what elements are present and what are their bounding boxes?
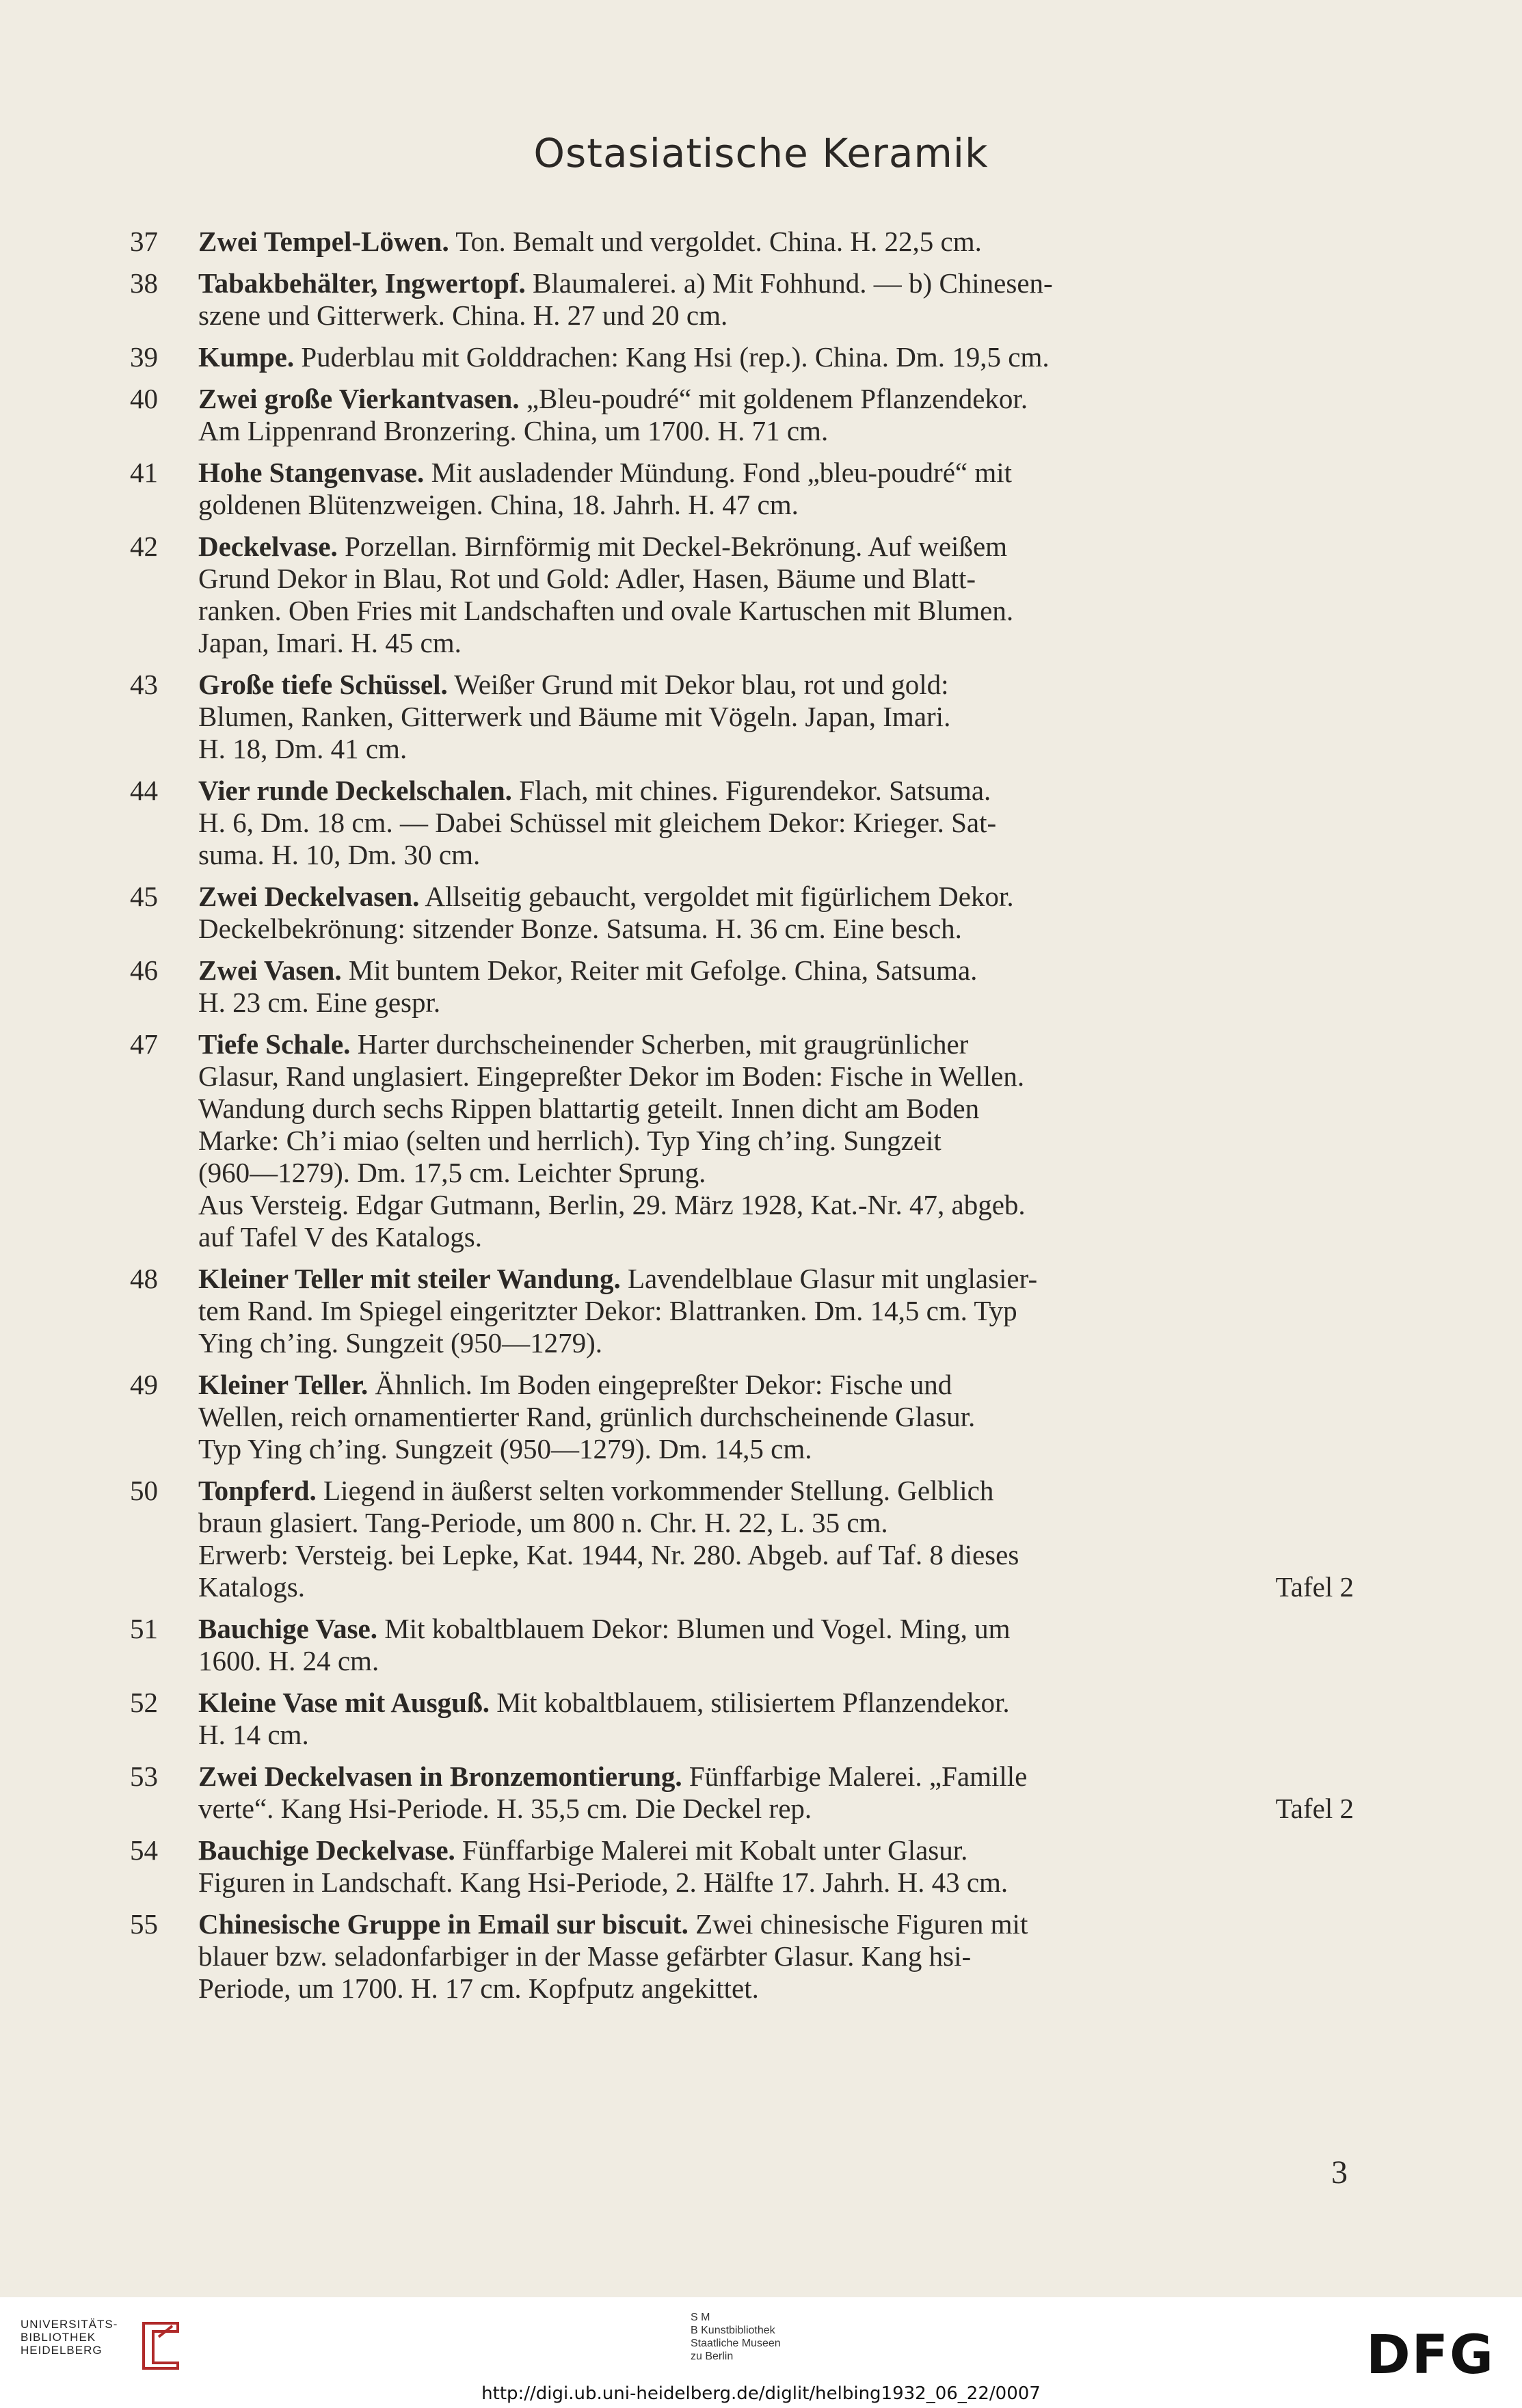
- entry-line-text: „Bleu-poudré“ mit goldenem Pflanzendekor.: [519, 383, 1028, 414]
- entry-line: [198, 489, 1354, 521]
- entry-heading: Hohe Stangenvase.: [198, 457, 425, 488]
- entry-line: [198, 1028, 1354, 1060]
- entry-text: [198, 1834, 1354, 1899]
- entry-line-text: Porzellan. Birnförmig mit Deckel-Bekrönung. Auf weißem: [337, 531, 1008, 562]
- catalog-entry: [130, 341, 1354, 373]
- entry-line-text: blauer bzw. seladonfarbiger in der Masse gefärbter Glasur. Kang hsi-: [198, 1940, 972, 1972]
- entry-line-text: auf Tafel V des Katalogs.: [198, 1221, 483, 1253]
- entry-heading: Tabakbehälter, Ingwertopf.: [198, 267, 526, 299]
- catalog-entry: [130, 881, 1354, 945]
- entry-line-text: Ton. Bemalt und vergoldet. China. H. 22,5 cm.: [449, 226, 982, 257]
- entry-number: 52: [130, 1687, 158, 1718]
- entry-text: [198, 1687, 1354, 1751]
- entry-line: [198, 1972, 1354, 2005]
- entry-line: [198, 627, 1354, 659]
- entry-line: [198, 775, 1354, 807]
- entry-number: 37: [130, 226, 158, 257]
- catalog-entry: [130, 1263, 1354, 1359]
- entry-line: [198, 1645, 1354, 1677]
- entry-line-text: Flach, mit chines. Figurendekor. Satsuma.: [511, 775, 991, 806]
- entry-text: [198, 775, 1354, 871]
- entry-line-text: braun glasiert. Tang-Periode, um 800 n. Chr. H. 22, L. 35 cm.: [198, 1507, 888, 1538]
- entry-line-text: Mit kobaltblauem Dekor: Blumen und Vogel. Ming, um: [377, 1613, 1011, 1644]
- stamp-line: Staatliche Museen: [691, 2338, 781, 2349]
- entry-line-text: Deckelbekrönung: sitzender Bonze. Satsuma. H. 36 cm. Eine besch.: [198, 913, 962, 944]
- catalog-entry: [130, 267, 1354, 332]
- stamp-line: B Kunstbibliothek: [691, 2325, 775, 2336]
- entry-line-text: Zwei chinesische Figuren mit: [688, 1908, 1028, 1940]
- entry-number: 54: [130, 1834, 158, 1866]
- entry-line: [198, 954, 1354, 987]
- entry-heading: Bauchige Deckelvase.: [198, 1834, 455, 1866]
- entry-line-text: Lavendelblaue Glasur mit unglasier-: [620, 1263, 1038, 1294]
- entry-line: [198, 1157, 1354, 1189]
- entry-heading: Zwei Vasen.: [198, 954, 342, 986]
- entry-line-text: Harter durchscheinender Scherben, mit graugrünlicher: [350, 1028, 969, 1060]
- entry-text: [198, 1028, 1354, 1253]
- catalog-entry: [130, 457, 1354, 521]
- page-title: Ostasiatische Keramik: [533, 130, 989, 176]
- entry-line: [198, 1793, 1354, 1825]
- entry-line-text: Fünffarbige Malerei mit Kobalt unter Glasur.: [455, 1834, 968, 1866]
- plate-reference: Tafel 2: [1275, 1793, 1354, 1824]
- entry-line: [198, 1093, 1354, 1125]
- entry-line: [198, 299, 1354, 332]
- entry-line: [198, 1719, 1354, 1751]
- entry-line: [198, 1613, 1354, 1645]
- entry-text: [198, 881, 1354, 945]
- entry-line: [198, 1401, 1354, 1433]
- entry-line: [198, 1834, 1354, 1867]
- catalog-entry: [130, 775, 1354, 871]
- entry-line: [198, 669, 1354, 701]
- entry-line: [198, 1507, 1354, 1539]
- footer-bar: [0, 2297, 1522, 2408]
- entry-line-text: Katalogs.: [198, 1571, 305, 1603]
- entry-line: [198, 1125, 1354, 1157]
- entry-line: [198, 1539, 1354, 1571]
- entry-line: [198, 341, 1354, 373]
- entry-number: 53: [130, 1761, 158, 1792]
- entry-line-text: Fünffarbige Malerei. „Famille: [682, 1761, 1028, 1792]
- collection-stamp: [691, 2311, 781, 2363]
- entry-line-text: (960—1279). Dm. 17,5 cm. Leichter Sprung.: [198, 1157, 706, 1188]
- catalog-entry: [130, 1028, 1354, 1253]
- entry-number: 47: [130, 1028, 158, 1060]
- entry-text: [198, 341, 1354, 373]
- entry-line: [198, 913, 1354, 945]
- entry-line: [198, 839, 1354, 871]
- entry-line-text: H. 6, Dm. 18 cm. — Dabei Schüssel mit gleichem Dekor: Krieger. Sat-: [198, 807, 997, 838]
- catalog-entry: [130, 1369, 1354, 1465]
- entry-text: [198, 1475, 1354, 1603]
- entry-text: [198, 1263, 1354, 1359]
- entry-number: 55: [130, 1908, 158, 1940]
- entry-line: [198, 1687, 1354, 1719]
- entry-line: [198, 1908, 1354, 1940]
- library-logo-line: HEIDELBERG: [21, 2344, 103, 2357]
- entry-line-text: Aus Versteig. Edgar Gutmann, Berlin, 29. März 1928, Kat.-Nr. 47, abgeb.: [198, 1189, 1026, 1220]
- entry-text: [198, 531, 1354, 659]
- entry-line: [198, 1475, 1354, 1507]
- entry-line: [198, 701, 1354, 733]
- entry-line: [198, 1295, 1354, 1327]
- entry-heading: Bauchige Vase.: [198, 1613, 377, 1644]
- catalog-entry: [130, 1834, 1354, 1899]
- entry-number: 39: [130, 341, 158, 373]
- entry-line: [198, 1221, 1354, 1253]
- entry-line-text: H. 23 cm. Eine gespr.: [198, 987, 441, 1018]
- catalog-entry: [130, 1475, 1354, 1603]
- entry-heading: Zwei Tempel-Löwen.: [198, 226, 449, 257]
- entry-line-text: Japan, Imari. H. 45 cm.: [198, 627, 462, 658]
- entry-line-text: Figuren in Landschaft. Kang Hsi-Periode, 2. Hälfte 17. Jahrh. H. 43 cm.: [198, 1867, 1009, 1898]
- entry-text: [198, 457, 1354, 521]
- entry-line-text: verte“. Kang Hsi-Periode. H. 35,5 cm. Die Deckel rep.: [198, 1793, 812, 1824]
- entries-list: [130, 226, 1354, 2014]
- entry-line-text: suma. H. 10, Dm. 30 cm.: [198, 839, 481, 870]
- entry-number: 40: [130, 383, 158, 414]
- entry-line: [198, 226, 1354, 258]
- entry-line: [198, 1327, 1354, 1359]
- entry-heading: Tiefe Schale.: [198, 1028, 351, 1060]
- entry-line: [198, 531, 1354, 563]
- source-url[interactable]: http://digi.ub.uni-heidelberg.de/diglit/helbing1932_06_22/0007: [481, 2383, 1041, 2404]
- entry-number: 48: [130, 1263, 158, 1294]
- entry-heading: Kleine Vase mit Ausguß.: [198, 1687, 490, 1718]
- entry-line: [198, 1571, 1354, 1603]
- entry-line-text: Weißer Grund mit Dekor blau, rot und gold:: [447, 669, 949, 700]
- entry-heading: Chinesische Gruppe in Email sur biscuit.: [198, 1908, 689, 1940]
- entry-line-text: Glasur, Rand unglasiert. Eingepreßter Dekor im Boden: Fische in Wellen.: [198, 1060, 1025, 1092]
- entry-line-text: tem Rand. Im Spiegel eingeritzter Dekor: Blattranken. Dm. 14,5 cm. Typ: [198, 1295, 1017, 1326]
- entry-line: [198, 733, 1354, 765]
- entry-number: 51: [130, 1613, 158, 1644]
- entry-line-text: Wellen, reich ornamentierter Rand, grünlich durchscheinende Glasur.: [198, 1401, 976, 1432]
- stamp-line: zu Berlin: [691, 2351, 734, 2362]
- entry-line: [198, 1189, 1354, 1221]
- library-logo-line: UNIVERSITÄTS-: [21, 2318, 118, 2331]
- entry-heading: Große tiefe Schüssel.: [198, 669, 448, 700]
- entry-line-text: H. 14 cm.: [198, 1719, 309, 1750]
- entry-text: [198, 383, 1354, 447]
- entry-line: [198, 881, 1354, 913]
- entry-line: [198, 415, 1354, 447]
- entry-line-text: Puderblau mit Golddrachen: Kang Hsi (rep.). China. Dm. 19,5 cm.: [294, 341, 1050, 373]
- page-number: 3: [1331, 2154, 1348, 2191]
- entry-line: [198, 563, 1354, 595]
- catalog-entry: [130, 1613, 1354, 1677]
- catalog-entry: [130, 1908, 1354, 2005]
- entry-number: 41: [130, 457, 158, 488]
- entry-text: [198, 226, 1354, 258]
- entry-line: [198, 1060, 1354, 1093]
- entry-heading: Zwei Deckelvasen.: [198, 881, 420, 912]
- entry-number: 44: [130, 775, 158, 806]
- entry-line-text: Mit buntem Dekor, Reiter mit Gefolge. China, Satsuma.: [341, 954, 978, 986]
- entry-line: [198, 1263, 1354, 1295]
- catalog-entry: [130, 226, 1354, 258]
- entry-number: 43: [130, 669, 158, 700]
- entry-line-text: Typ Ying ch’ing. Sungzeit (950—1279). Dm. 14,5 cm.: [198, 1433, 812, 1464]
- entry-number: 38: [130, 267, 158, 299]
- entry-line-text: Mit ausladender Mündung. Fond „bleu-poudré“ mit: [424, 457, 1013, 488]
- catalog-entry: [130, 1687, 1354, 1751]
- entry-line-text: 1600. H. 24 cm.: [198, 1645, 379, 1676]
- entry-text: [198, 1761, 1354, 1825]
- entry-line-text: Am Lippenrand Bronzering. China, um 1700. H. 71 cm.: [198, 415, 829, 446]
- entry-line: [198, 1433, 1354, 1465]
- entry-text: [198, 669, 1354, 765]
- library-mark-icon: [137, 2316, 185, 2371]
- catalog-entry: [130, 669, 1354, 765]
- entry-line: [198, 807, 1354, 839]
- entry-number: 42: [130, 531, 158, 562]
- entry-line: [198, 267, 1354, 299]
- entry-line: [198, 1940, 1354, 1972]
- entry-number: 49: [130, 1369, 158, 1400]
- entry-heading: Kleiner Teller mit steiler Wandung.: [198, 1263, 621, 1294]
- entry-line-text: Liegend in äußerst selten vorkommender Stellung. Gelblich: [316, 1475, 994, 1506]
- entry-line: [198, 595, 1354, 627]
- entry-number: 46: [130, 954, 158, 986]
- entry-line-text: Marke: Ch’i miao (selten und herrlich). Typ Ying ch’ing. Sungzeit: [198, 1125, 942, 1156]
- library-logo-line: BIBLIOTHEK: [21, 2331, 96, 2344]
- entry-number: 50: [130, 1475, 158, 1506]
- dfg-logo[interactable]: DFG: [1365, 2325, 1495, 2386]
- catalog-entry: [130, 954, 1354, 1019]
- plate-reference: Tafel 2: [1275, 1571, 1354, 1603]
- entry-line-text: Erwerb: Versteig. bei Lepke, Kat. 1944, Nr. 280. Abgeb. auf Taf. 8 dieses: [198, 1539, 1019, 1570]
- entry-line-text: Periode, um 1700. H. 17 cm. Kopfputz angekittet.: [198, 1972, 759, 2004]
- entry-line-text: Allseitig gebaucht, vergoldet mit figürlichem Dekor.: [419, 881, 1014, 912]
- entry-text: [198, 267, 1354, 332]
- entry-text: [198, 954, 1354, 1019]
- entry-line-text: szene und Gitterwerk. China. H. 27 und 20 cm.: [198, 299, 728, 331]
- entry-text: [198, 1369, 1354, 1465]
- entry-line-text: ranken. Oben Fries mit Landschaften und ovale Kartuschen mit Blumen.: [198, 595, 1014, 626]
- entry-heading: Kleiner Teller.: [198, 1369, 369, 1400]
- entry-line-text: Ying ch’ing. Sungzeit (950—1279).: [198, 1327, 603, 1359]
- entry-heading: Zwei Deckelvasen in Bronzemontierung.: [198, 1761, 682, 1792]
- entry-line: [198, 1369, 1354, 1401]
- entry-number: 45: [130, 881, 158, 912]
- entry-line-text: Ähnlich. Im Boden eingepreßter Dekor: Fische und: [368, 1369, 952, 1400]
- catalog-entry: [130, 383, 1354, 447]
- entry-heading: Tonpferd.: [198, 1475, 317, 1506]
- entry-line: [198, 457, 1354, 489]
- entry-line-text: Wandung durch sechs Rippen blattartig geteilt. Innen dicht am Boden: [198, 1093, 980, 1124]
- entry-line-text: Blaumalerei. a) Mit Fohhund. — b) Chinesen-: [525, 267, 1053, 299]
- entry-line-text: Grund Dekor in Blau, Rot und Gold: Adler, Hasen, Bäume und Blatt-: [198, 563, 976, 594]
- entry-line: [198, 383, 1354, 415]
- entry-line-text: Blumen, Ranken, Gitterwerk und Bäume mit Vögeln. Japan, Imari.: [198, 701, 951, 732]
- entry-line: [198, 1867, 1354, 1899]
- entry-line-text: H. 18, Dm. 41 cm.: [198, 733, 408, 764]
- entry-line: [198, 987, 1354, 1019]
- entry-line-text: goldenen Blütenzweigen. China, 18. Jahrh. H. 47 cm.: [198, 489, 799, 520]
- entry-text: [198, 1613, 1354, 1677]
- entry-heading: Deckelvase.: [198, 531, 338, 562]
- library-logo[interactable]: [21, 2318, 118, 2357]
- catalog-entry: [130, 1761, 1354, 1825]
- entry-heading: Vier runde Deckelschalen.: [198, 775, 512, 806]
- entry-heading: Kumpe.: [198, 341, 295, 373]
- entry-text: [198, 1908, 1354, 2005]
- entry-line-text: Mit kobaltblauem, stilisiertem Pflanzendekor.: [490, 1687, 1010, 1718]
- stamp-line: S M: [691, 2312, 710, 2323]
- entry-heading: Zwei große Vierkantvasen.: [198, 383, 520, 414]
- catalog-entry: [130, 531, 1354, 659]
- entry-line: [198, 1761, 1354, 1793]
